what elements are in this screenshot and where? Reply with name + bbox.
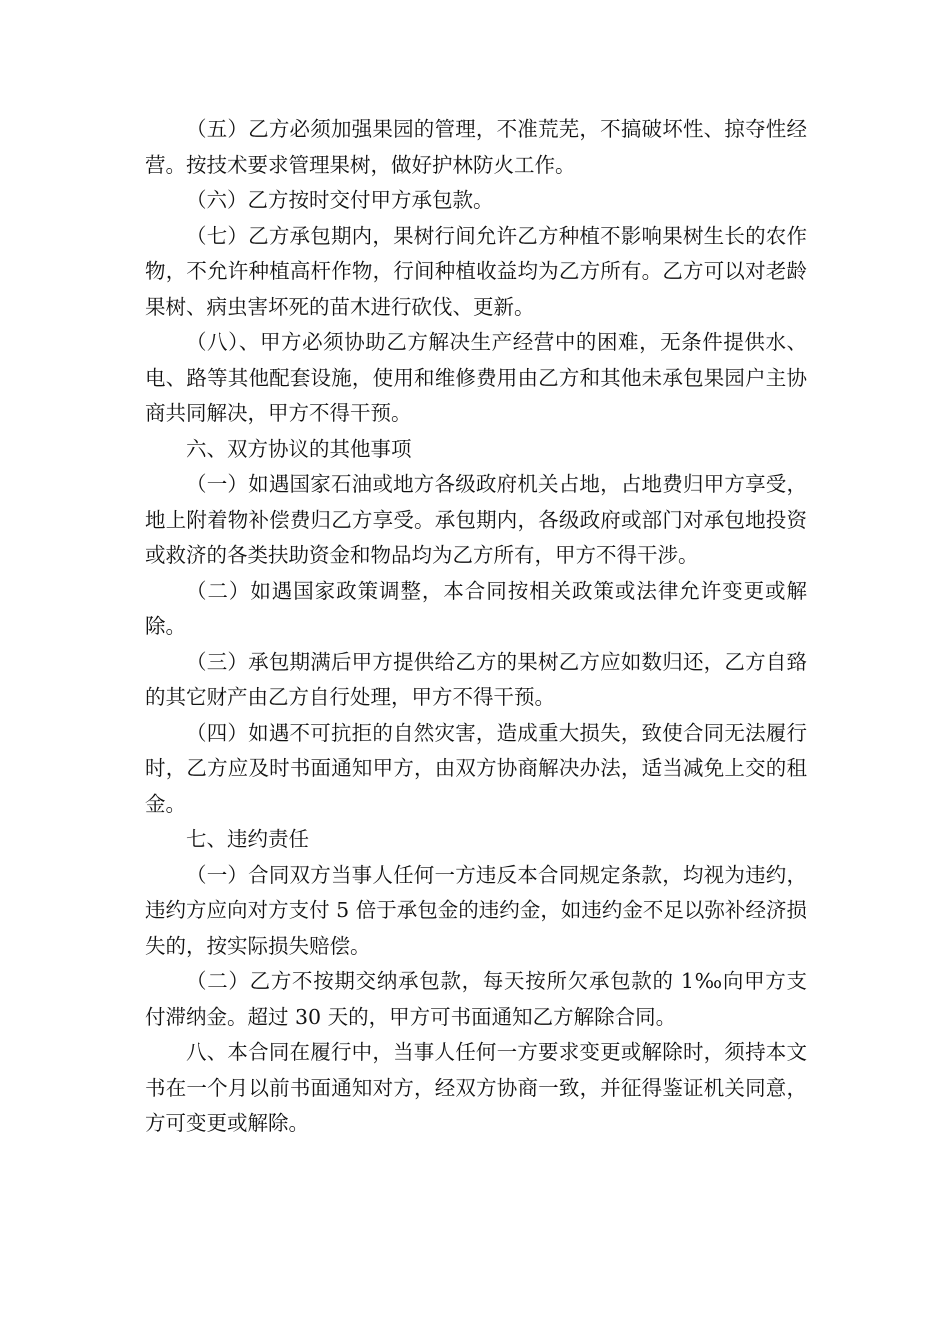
clause-7: （七）乙方承包期内，果树行间允许乙方种植不影响果树生长的农作物，不允许种植高杆作物，行间种植收益均为乙方所有。乙方可以对老龄果树、病虫害坏死的苗木进行砍伐、更新。 [145,223,807,319]
section-6-heading: 六、双方协议的其他事项 [186,436,412,461]
clause-5: （五）乙方必须加强果园的管理，不准荒芜，不搞破坏性、掠夺性经营。按技术要求管理果树，做好护林防火工作。 [145,117,807,177]
section-7-clause-1: （一）合同双方当事人任何一方违反本合同规定条款，均视为违约，违约方应向对方支付 5 倍于承包金的违约金，如违约金不足以弥补经济损失的，按实际损失赔偿。 [145,862,807,958]
clause-8: （八）、甲方必须协助乙方解决生产经营中的困难，无条件提供水、电、路等其他配套设施，使用和维修费用由乙方和其他未承包果园户主协商共同解决，甲方不得干预。 [145,330,807,425]
section-7-clause-2: （二）乙方不按期交纳承包款，每天按所欠承包款的 1‰向甲方支付滞纳金。超过 30 天的，甲方可书面通知乙方解除合同。 [145,969,807,1029]
section-6-clause-3: （三）承包期满后甲方提供给乙方的果树乙方应如数归还，乙方自臵的其它财产由乙方自行处理，甲方不得干预。 [145,649,807,709]
section-6-clause-2: （二）如遇国家政策调整，本合同按相关政策或法律允许变更或解除。 [145,578,807,638]
document-body [145,112,807,1142]
section-7-heading: 七、违约责任 [186,827,309,851]
clause-6: （六）乙方按时交付甲方承包款。 [186,188,494,212]
section-8-paragraph: 八、本合同在履行中，当事人任何一方要求变更或解除时，须持本文书在一个月以前书面通知对方，经双方协商一致，并征得鉴证机关同意，方可变更或解除。 [145,1040,807,1135]
section-6-clause-4: （四）如遇不可抗拒的自然灾害，造成重大损失，致使合同无法履行时，乙方应及时书面通知甲方，由双方协商解决办法，适当减免上交的租金。 [145,720,807,816]
section-6-clause-1: （一）如遇国家石油或地方各级政府机关占地，占地费归甲方享受，地上附着物补偿费归乙方享受。承包期内，各级政府或部门对承包地投资或救济的各类扶助资金和物品均为乙方所有，甲方不得干涉。 [145,472,807,567]
